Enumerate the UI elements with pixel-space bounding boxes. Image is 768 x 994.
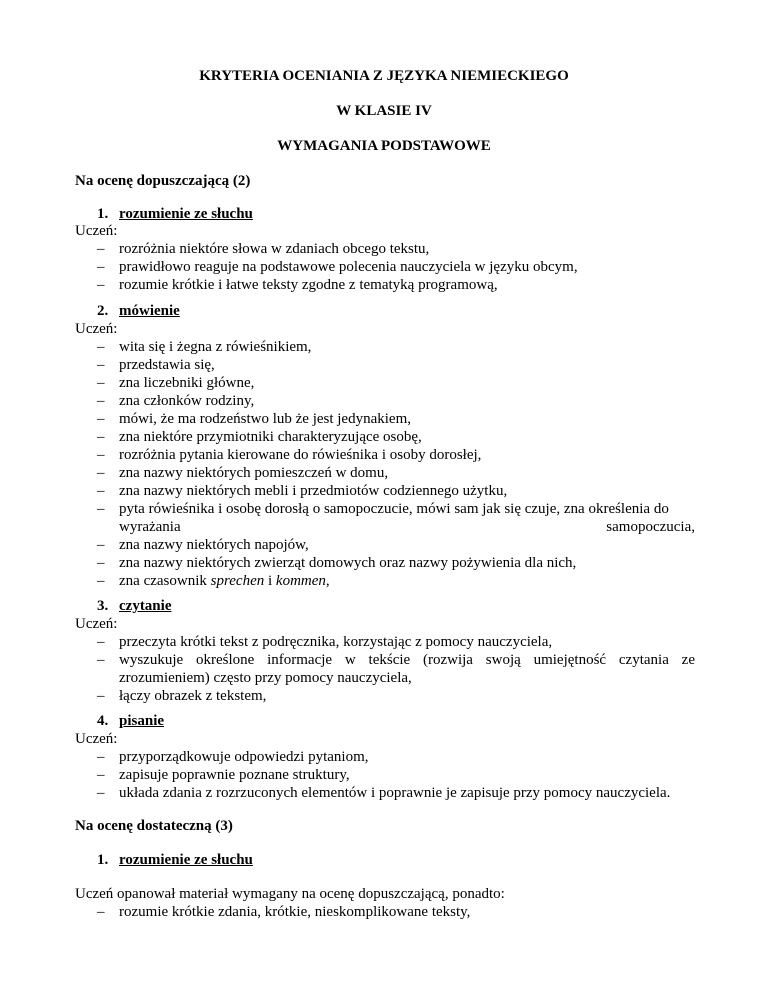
list-item: mówi, że ma rodzeństwo lub że jest jedynakiem, <box>119 411 411 427</box>
s4-title: pisanie <box>119 713 165 729</box>
grade3-heading: Na ocenę dostateczną (3) <box>75 818 233 834</box>
verb-text: , <box>325 573 330 589</box>
list-item: rozumie krótkie zdania, krótkie, nieskomplikowane teksty, <box>119 904 471 920</box>
verb-sprechen: sprechen <box>210 573 265 589</box>
list-dash: – <box>97 767 105 783</box>
list-item: rozróżnia niektóre słowa w zdaniach obcego tekstu, <box>119 241 430 257</box>
list-dash: – <box>97 688 105 704</box>
s1-student-label: Uczeń: <box>75 223 118 239</box>
list-item: zna członków rodziny, <box>119 393 255 409</box>
list-dash: – <box>97 501 105 517</box>
document-subtitle: WYMAGANIA PODSTAWOWE <box>277 138 491 154</box>
s4-student-label: Uczeń: <box>75 731 118 747</box>
list-dash: – <box>97 785 105 801</box>
list-item: łączy obrazek z tekstem, <box>119 688 267 704</box>
list-dash: – <box>97 634 105 650</box>
list-item: zna liczebniki główne, <box>119 375 255 391</box>
list-dash: – <box>97 652 105 668</box>
list-item: wita się i żegna z rówieśnikiem, <box>119 339 312 355</box>
grade2-heading: Na ocenę dopuszczającą (2) <box>75 173 251 189</box>
list-dash: – <box>97 393 105 409</box>
list-dash: – <box>97 277 105 293</box>
list-item: przedstawia się, <box>119 357 215 373</box>
list-dash: – <box>97 749 105 765</box>
s3-number: 3. <box>97 598 109 614</box>
s2-title: mówienie <box>119 303 180 319</box>
s1-title: rozumienie ze słuchu <box>119 206 253 222</box>
s1-number: 1. <box>97 206 109 222</box>
s3-student-label: Uczeń: <box>75 616 118 632</box>
verb-text: zna czasownik <box>119 573 211 589</box>
list-item-verbs <box>119 572 330 591</box>
list-dash: – <box>97 537 105 553</box>
list-item: zna nazwy niektórych zwierząt domowych oraz nazwy pożywienia dla nich, <box>119 555 577 571</box>
list-dash: – <box>97 241 105 257</box>
list-dash: – <box>97 259 105 275</box>
list-item-wrapped: pyta rówieśnika i osobę dorosłą o samopoczucie, mówi sam jak się czuje, zna określenia do wyrażania samopoczucia, <box>119 501 695 535</box>
g3-s1-intro: Uczeń opanował materiał wymagany na ocenę dopuszczającą, ponadto: <box>75 886 505 902</box>
s3-title: czytanie <box>119 598 172 614</box>
list-dash: – <box>97 339 105 355</box>
list-item: zapisuje poprawnie poznane struktury, <box>119 767 350 783</box>
s2-student-label: Uczeń: <box>75 321 118 337</box>
list-dash: – <box>97 465 105 481</box>
list-item: układa zdania z rozrzuconych elementów i poprawnie je zapisuje przy pomocy nauczyciela. <box>119 785 671 801</box>
list-dash: – <box>97 904 105 920</box>
list-item: przeczyta krótki tekst z podręcznika, korzystając z pomocy nauczyciela, <box>119 634 553 650</box>
g3-s1-title: rozumienie ze słuchu <box>119 852 253 868</box>
list-dash: – <box>97 573 105 589</box>
list-item: rozumie krótkie i łatwe teksty zgodne z tematyką programową, <box>119 277 498 293</box>
s2-number: 2. <box>97 303 109 319</box>
list-item-wrapped: wyszukuje określone informacje w tekście (rozwija swoją umiejętność czytania ze zrozumieniem) często przy pomocy nauczyciela, <box>119 652 695 686</box>
list-dash: – <box>97 447 105 463</box>
verb-kommen: kommen <box>275 573 326 589</box>
class-line: W KLASIE IV <box>336 103 432 119</box>
list-item: prawidłowo reaguje na podstawowe polecenia nauczyciela w języku obcym, <box>119 259 578 275</box>
list-item: przyporządkowuje odpowiedzi pytaniom, <box>119 749 369 765</box>
list-item: rozróżnia pytania kierowane do rówieśnika i osoby dorosłej, <box>119 447 482 463</box>
list-item: zna niektóre przymiotniki charakteryzujące osobę, <box>119 429 422 445</box>
list-item: zna nazwy niektórych pomieszczeń w domu, <box>119 465 389 481</box>
g3-s1-number: 1. <box>97 852 109 868</box>
list-dash: – <box>97 555 105 571</box>
list-dash: – <box>97 375 105 391</box>
list-item: zna nazwy niektórych mebli i przedmiotów codziennego użytku, <box>119 483 508 499</box>
verb-text: i <box>264 573 276 589</box>
list-item: zna nazwy niektórych napojów, <box>119 537 309 553</box>
s4-number: 4. <box>97 713 109 729</box>
list-dash: – <box>97 357 105 373</box>
document-title: KRYTERIA OCENIANIA Z JĘZYKA NIEMIECKIEGO <box>199 68 569 84</box>
list-dash: – <box>97 411 105 427</box>
list-dash: – <box>97 429 105 445</box>
list-dash: – <box>97 483 105 499</box>
